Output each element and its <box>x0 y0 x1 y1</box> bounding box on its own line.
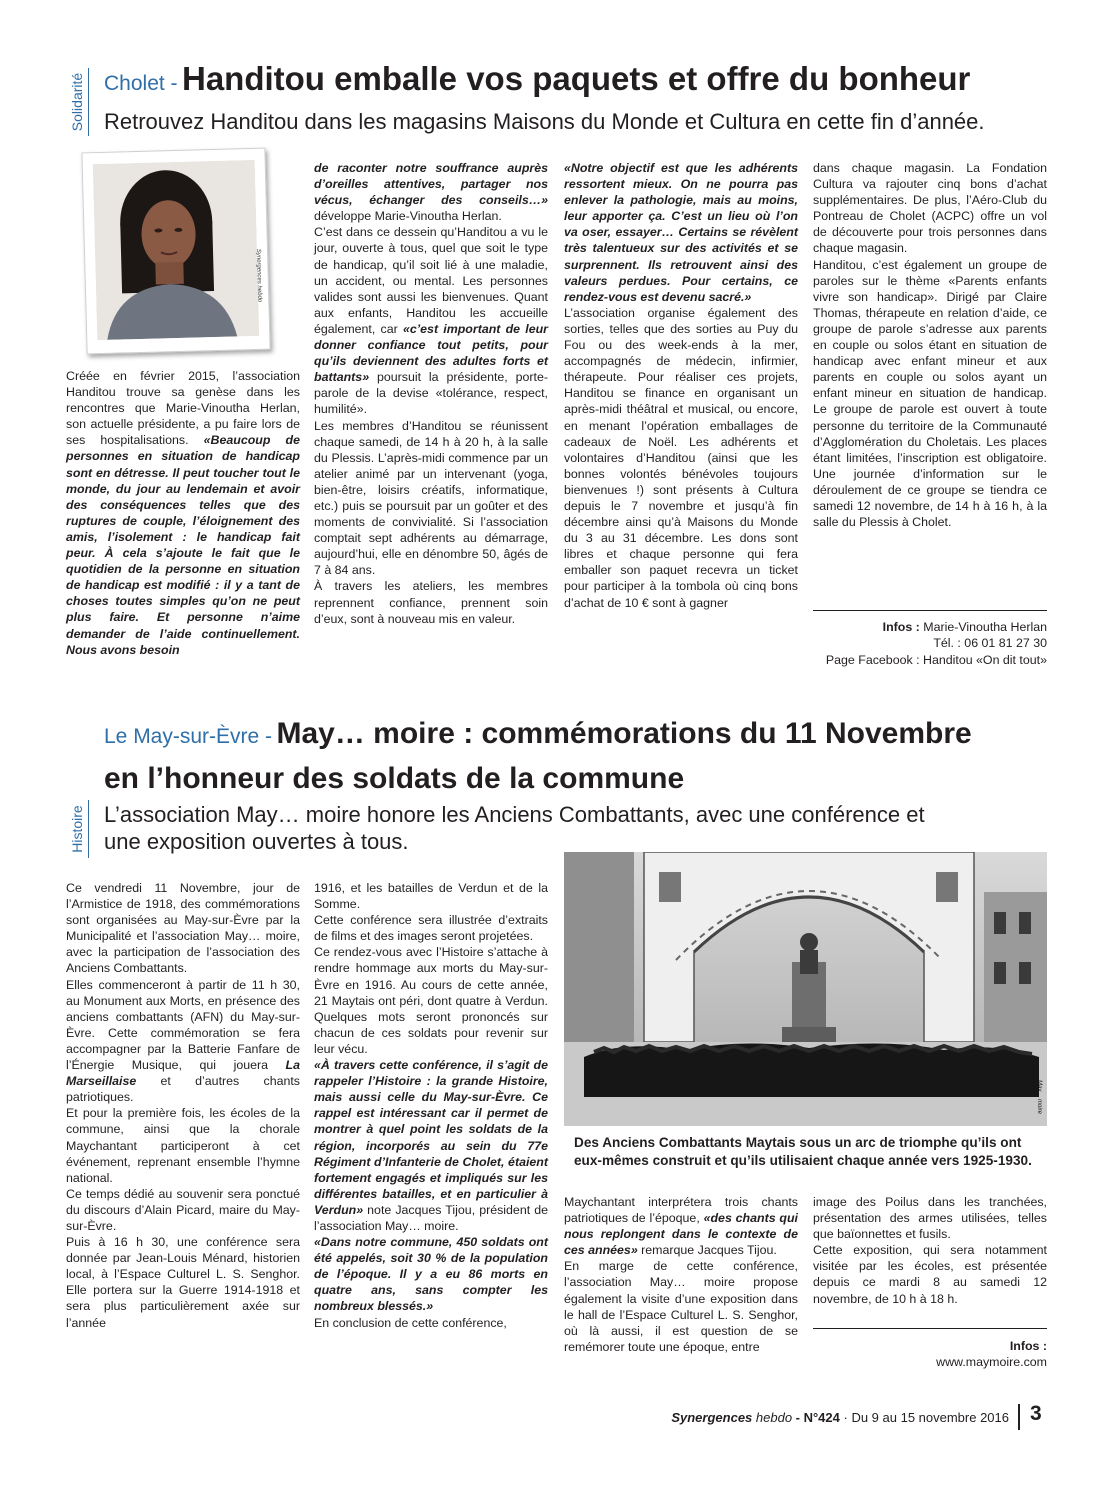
article1-column-4 <box>813 160 1047 530</box>
article2-lead <box>104 801 925 855</box>
paragraph: Cette conférence sera illustrée d’extraits de films et des images seront projetées. <box>314 913 548 944</box>
text-run: remarque Jacques Tijou. <box>637 1243 777 1258</box>
portrait-image <box>93 160 263 340</box>
infos-label: Infos : <box>1009 1339 1047 1353</box>
text-run: Créée en février 2015, l’association Handitou trouve sa genèse dans les rencontres que Marie-Vinoutha Herlan, son actuelle présidente, a pu faire lors de ses hospitalisations. <box>66 369 300 448</box>
lead-line-2: une exposition ouvertes à tous. <box>104 829 409 854</box>
paragraph: image des Poilus dans les tranchées, présentation des armes utilisées, telles que baïonnettes et fusils. <box>813 1195 1047 1242</box>
infos-divider <box>813 1328 1047 1329</box>
rubric-label: Histoire <box>69 805 85 853</box>
article1-column-1 <box>66 368 300 658</box>
photo-credit: Synergences hebdo <box>254 248 263 303</box>
quote-paragraph: «Notre objectif est que les adhérents ressortent mieux. On ne pourra pas enlever la pathologie, mais au moins, leur apporter ça. C’est un lieu où l’on va oser, essayer… Certains se révèlent très talentueux sur des activités et se surprennent. Ils retrouvent ainsi des valeurs perdues. Pour certains, ce rendez-vous est devenu sacré.» <box>564 161 798 304</box>
portrait-photo <box>81 148 270 355</box>
arch-photo-image <box>564 852 1047 1126</box>
lead-line-1: L’association May… moire honore les Anciens Combattants, avec une conférence et <box>104 802 925 827</box>
text-run: note Jacques Tijou, président de l’association May… moire. <box>314 1202 548 1233</box>
article1-column-2 <box>314 160 548 627</box>
publication-suffix: hebdo <box>752 1410 793 1425</box>
text-run: C’est dans ce dessein qu’Handitou a vu le jour, ouverte à tous, quel que soit le type de handicap, qu’il soit lié à une maladie, un accident, ou mental. Les personnes valides sont aussi les bienvenues. Quant aux enfants, Handitou les accueille également, car <box>314 225 548 336</box>
article2-infos <box>813 1338 1047 1371</box>
page-footer <box>671 1410 1009 1425</box>
quote-run: «Beaucoup de personnes en situation de handicap sont en détresse. Il peut toucher tout le monde, du jour au lendemain et avoir des conséquences telles que des ruptures de couple, l’éloignement des amis, l’isolement : le handicap fait peur. À cela s’ajoute le fait que le quotidien de la personne en situation de handicap est modifié : il y a tant de choses toutes simples qu’on ne peut plus faire. Et personne n’aime demander de l’aide continuellement. Nous avons besoin <box>66 433 300 657</box>
paragraph: Ce rendez-vous avec l’Histoire s’attache à rendre hommage aux morts du May-sur-Èvre en 1916. Au cours de cette année, 21 Maytais ont péri, dont quatre à Verdun. Quelques mots seront prononcés sur chacun de ces soldats pour revenir sur leur vécu. <box>314 945 548 1056</box>
article1-lead: Retrouvez Handitou dans les magasins Maisons du Monde et Cultura en cette fin d’année. <box>104 109 985 134</box>
article2-column-4 <box>813 1194 1047 1307</box>
article1-kicker: Cholet - <box>104 72 178 95</box>
paragraph: L’association organise également des sorties, telles que des sorties au Puy du Fou ou des week-ends à la mer, accompagnés de médecin, infirmier, thérapeute. Pour réaliser ces projets, Handitou se finance en organisant un après-midi théâtral et musical, ou encore, en menant l’opération emballages de cadeaux de Noël. Les adhérents et volontaires d’Handitou (ainsi que les bonnes volontés bénévoles toujours bienvenues !) sont présents à Cultura depuis le 7 novembre et jusqu’à fin décembre ainsi qu’à Maisons du Monde du 3 au 31 décembre. Les dons sont libres et chaque personne qui fera emballer son paquet recevra un ticket pour participer à la tombola où cinq bons d’achat de 10 € sont à gagner <box>564 305 798 610</box>
article1-title: Handitou emballe vos paquets et offre du bonheur <box>181 60 971 97</box>
photo-credit: May… moire <box>1036 1080 1042 1115</box>
photo-caption: Des Anciens Combattants Maytais sous un arc de triomphe qu’ils ont eux-mêmes construit et qu’ils utilisaient chaque année vers 1925-1930. <box>574 1135 1032 1168</box>
article2-title-line-2: en l’honneur des soldats de la commune <box>104 762 685 795</box>
article2-column-3 <box>564 1194 798 1355</box>
article1-column-3 <box>564 160 798 611</box>
rubric-label: Solidarité <box>69 72 85 132</box>
article1-headline <box>104 60 970 98</box>
paragraph: Puis à 16 h 30, une conférence sera donnée par Jean-Louis Ménard, historien local, à l’Espace Culturel L. S. Senghor. Elle portera sur la Guerre 1914-1918 et sera plus particulièrement axée sur l’année <box>66 1235 300 1330</box>
title-run: La Marseillaise <box>66 1058 300 1089</box>
quote-paragraph: «Dans notre commune, 450 soldats ont été appelés, soit 30 % de la population de l’époque. Il y a eu 86 morts en quatre ans, sans compter les nombreux blessés.» <box>314 1235 548 1314</box>
article2-headline <box>104 714 1094 799</box>
infos-label: Infos : <box>882 620 920 634</box>
paragraph: Et pour la première fois, les écoles de la commune, ainsi que la chorale Maychantant participeront à cet événement, reprenant ensemble l’hymne national. <box>66 1106 300 1185</box>
rubric-histoire <box>66 800 89 858</box>
paragraph: En conclusion de cette conférence, <box>314 1315 507 1330</box>
quote-run: de raconter notre souffrance auprès d’oreilles attentives, partager nos vécus, échanger des conseils…» <box>314 161 548 208</box>
paragraph: Cette exposition, qui sera notamment visitée par les écoles, est présentée depuis ce mardi 8 au samedi 12 novembre, de 10 h à 18 h. <box>813 1243 1047 1306</box>
text-run: Elles commenceront à partir de 11 h 30, au Monument aux Morts, en présence des anciens combattants (AFN) du May-sur-Èvre. Cette commémoration se fera accompagner par la Batterie Fanfare de l’Énergie Musique, qui jouera <box>66 977 300 1073</box>
issue-dates: · Du 9 au 15 novembre 2016 <box>839 1410 1009 1425</box>
infos-divider <box>813 610 1047 611</box>
quote-run: «À travers cette conférence, il s’agit de rappeler l’Histoire : la grande Histoire, mais aussi celle du May-sur-Èvre. Ce rappel est intéressant car il permet de montrer à quel point les soldats de la région, incorporés au sein du 77e Régiment d’Infanterie de Cholet, étaient fortement engagés et impliqués sur les différentes batailles, et en particulier à Verdun» <box>314 1058 548 1217</box>
infos-phone: Tél. : 06 01 81 27 30 <box>933 636 1047 651</box>
infos-website: www.maymoire.com <box>936 1355 1047 1370</box>
page-number: 3 <box>1030 1402 1042 1425</box>
historical-photo <box>564 852 1047 1126</box>
publication-name: Synergences <box>671 1410 753 1425</box>
paragraph: dans chaque magasin. La Fondation Cultura va rajouter cinq bons d’achat supplémentaires. De plus, l’Aéro-Club du Pontreau de Cholet (ACPC) offre un vol de découverte pour trois personnes dans chaque magasin. <box>813 161 1047 256</box>
rubric-solidarite <box>66 68 89 136</box>
text-run: poursuit la présidente, porte-parole de la devise «tolérance, respect, humilité». <box>314 370 548 417</box>
article2-title-line-1: May… moire : commémorations du 11 Novembre <box>276 717 972 750</box>
paragraph: Handitou, c’est également un groupe de paroles sur le thème «Parents enfants vivre son handicap». Dirigé par Claire Thomas, thérapeute en relation d’aide, ce groupe de parole s’adresse aux parents en couple ou solos étant en situation de handicap avec enfant mineur et aux parents en couple ou solos ayant un enfant mineur en situation de handicap. Le groupe de parole est ouvert à toute personne du territoire de la Communauté d’Agglomération du Choletais. Les places étant limitées, l’inscription est obligatoire. Une journée d’information sur le déroulement de ce groupe se tiendra ce samedi 12 novembre, de 14 h à 16 h, à la salle du Plessis à Cholet. <box>813 257 1047 530</box>
infos-facebook: Page Facebook : Handitou «On dit tout» <box>825 652 1047 667</box>
article2-column-1 <box>66 880 300 1331</box>
text-run: développe Marie-Vinoutha Herlan. <box>314 209 502 224</box>
quote-run: «c’est important de leur donner confiance tout petits, pour qu’ils deviennent des adultes forts et battants» <box>314 321 549 385</box>
paragraph: Les membres d’Handitou se réunissent chaque samedi, de 14 h à 20 h, à la salle du Plessis. L’après-midi commence par un atelier animé par un intervenant (yoga, bien-être, loisirs créatifs, informatique, etc.) puis se poursuit par un goûter et des moments de convivialité. Si l’association comptait sept adhérents au démarrage, aujourd’hui, elle en dénombre 50, âgés de 7 à 84 ans. <box>314 418 548 578</box>
paragraph: Ce vendredi 11 Novembre, jour de l’Armistice de 1918, des commémorations sont organisées au May-sur-Èvre par la Municipalité et l’association May… moire, avec la participation de l’association des Anciens Combattants. <box>66 881 300 976</box>
quote-run: «des chants qui nous replongent dans le contexte de ces années» <box>564 1211 798 1258</box>
issue-number: - N°424 <box>792 1410 840 1425</box>
text-run: Maychantant interprétera trois chants patriotiques de l’époque, <box>564 1195 798 1226</box>
text-run: et d’autres chants patriotiques. <box>66 1074 300 1105</box>
paragraph: En marge de cette conférence, l’association May… moire propose également la visite d’une exposition dans le hall de l’Espace Culturel L. S. Senghor, où là aussi, il est question de se remémorer toute une époque, entre <box>564 1259 798 1354</box>
paragraph: À travers les ateliers, les membres reprennent confiance, prennent soin d’eux, sont à nouveau mis en valeur. <box>314 579 548 626</box>
article1-infos <box>813 619 1047 668</box>
paragraph: Ce temps dédié au souvenir sera ponctué du discours d’Alain Picard, maire du May-sur-Èvre. <box>66 1186 300 1233</box>
article2-kicker: Le May-sur-Èvre - <box>104 725 273 748</box>
article2-column-2 <box>314 880 548 1331</box>
paragraph: 1916, et les batailles de Verdun et de la Somme. <box>314 881 548 912</box>
infos-name: Marie-Vinoutha Herlan <box>923 620 1047 634</box>
footer-divider <box>1018 1404 1020 1430</box>
